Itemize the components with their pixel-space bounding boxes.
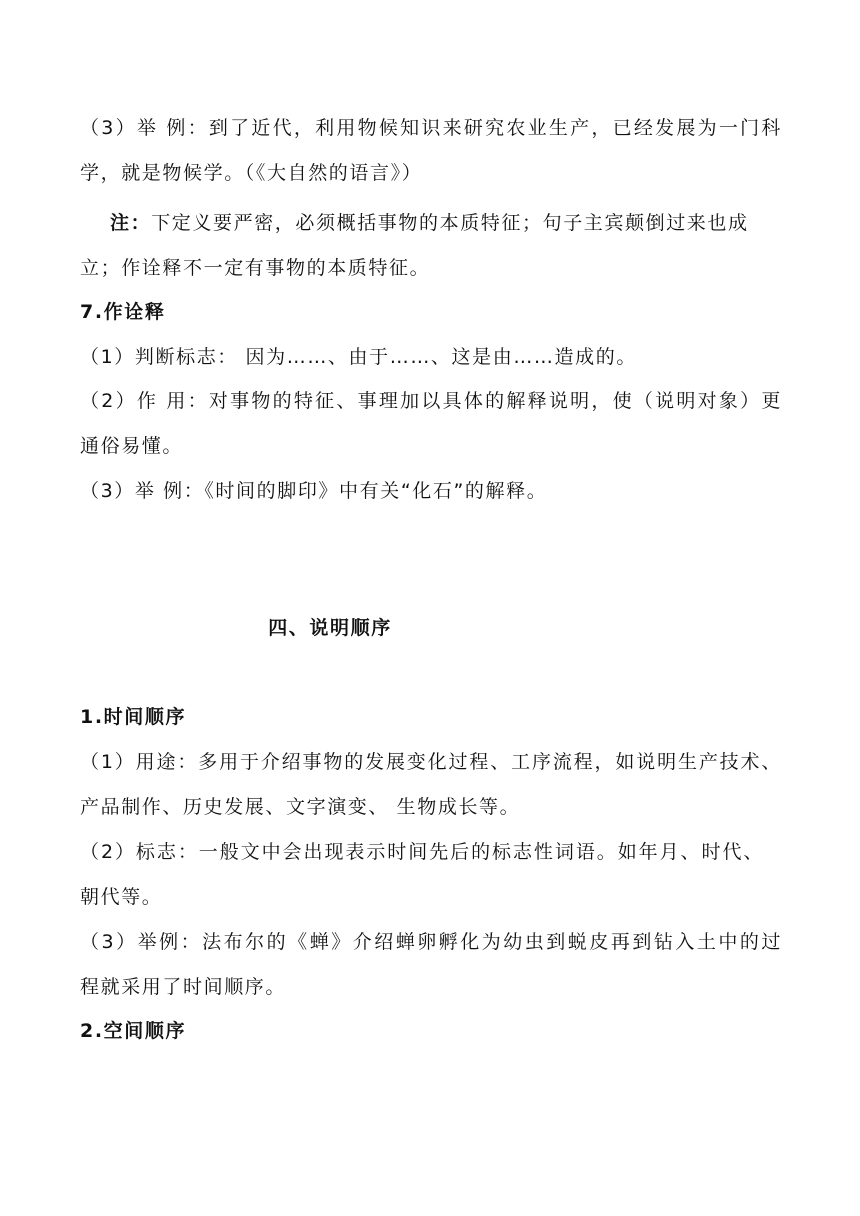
- explanation-marker-line: （1）判断标志： 因为……、由于……、这是由……造成的。: [80, 346, 637, 368]
- heading-explanation: 7.作诠释: [80, 301, 166, 323]
- time-order-example-line-1: （3）举例：法布尔的《蝉》介绍蝉卵孵化为幼虫到蜕皮再到钻入土中的过: [80, 931, 782, 953]
- section-title-text: 四、说明顺序: [268, 617, 392, 639]
- section-title: [0, 613, 660, 640]
- explanation-example-line: （3）举 例：《时间的脚印》中有关“化石”的解释。: [80, 480, 548, 502]
- time-order-marker-line-1: （2）标志：一般文中会出现表示时间先后的标志性词语。如年月、时代、: [80, 841, 764, 863]
- time-order-usage-line-2: 产品制作、历史发展、文字演变、 生物成长等。: [80, 796, 521, 818]
- explanation-function-line-2: 通俗易懂。: [80, 435, 184, 457]
- heading-space-order: 2.空间顺序: [80, 1020, 187, 1042]
- note-paragraph-line-1: [110, 211, 782, 235]
- note-label: 注：: [110, 212, 152, 234]
- heading-time-order: 1.时间顺序: [80, 706, 187, 728]
- example-line-1: （3）举 例：到了近代，利用物候知识来研究农业生产，已经发展为一门科: [80, 117, 782, 139]
- explanation-function-line-1: （2）作 用：对事物的特征、事理加以具体的解释说明，使（说明对象）更: [80, 390, 782, 412]
- example-line-2: 学，就是物候学。（《大自然的语言》）: [80, 162, 423, 184]
- time-order-usage-line-1: （1）用途：多用于介绍事物的发展变化过程、工序流程，如说明生产技术、: [80, 751, 782, 773]
- note-paragraph-line-2: 立；作诠释不一定有事物的本质特征。: [80, 257, 431, 279]
- time-order-marker-line-2: 朝代等。: [80, 886, 163, 908]
- time-order-example-line-2: 程就采用了时间顺序。: [80, 976, 287, 998]
- note-text: 下定义要严密，必须概括事物的本质特征；句子主宾颠倒过来也成: [151, 212, 749, 234]
